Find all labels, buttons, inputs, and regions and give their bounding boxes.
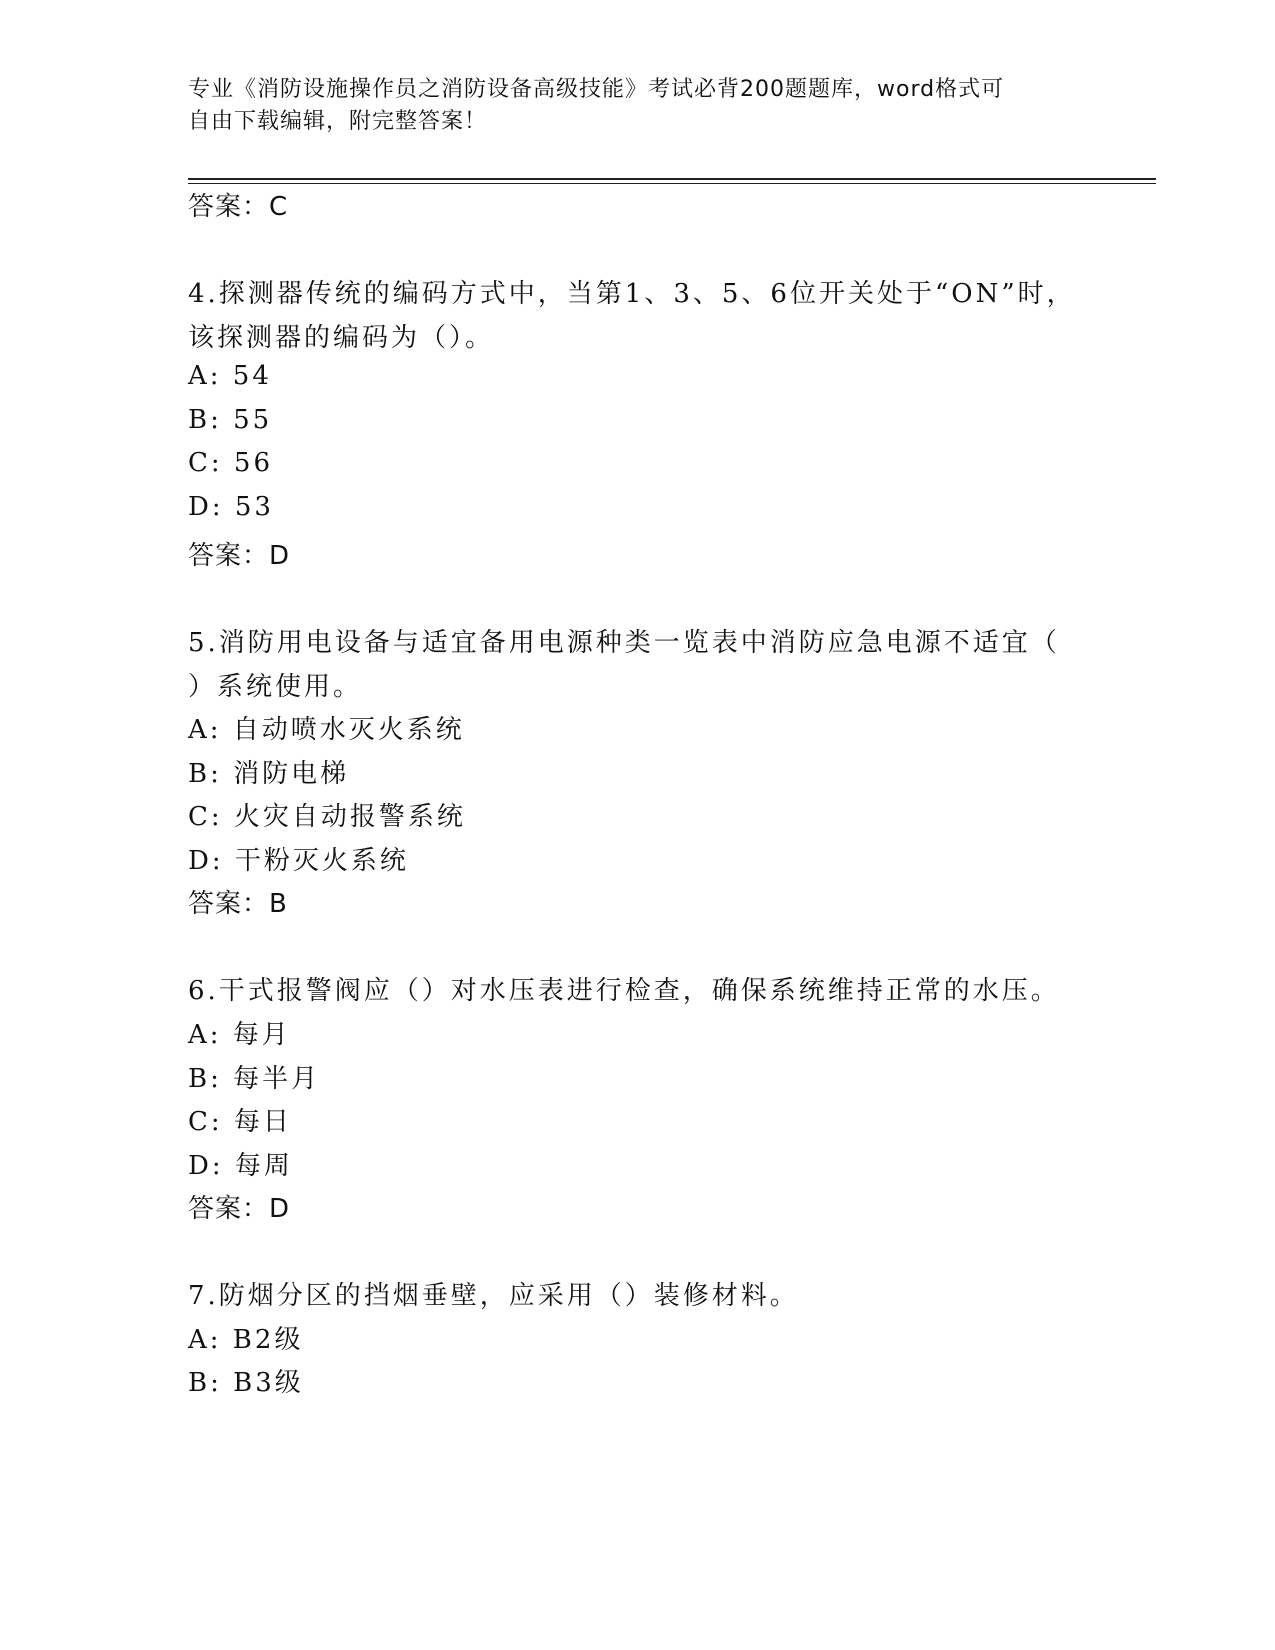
document-header [188, 74, 1088, 138]
question-6-option-b: B: 每半月 [188, 1064, 321, 1094]
question-5-option-a: A: 自动喷水灭火系统 [188, 715, 465, 745]
header-rule-thin [188, 183, 1156, 184]
question-5-option-c: C: 火灾自动报警系统 [188, 802, 466, 832]
question-5-option-b: B: 消防电梯 [188, 759, 350, 789]
header-line-1: 专业《消防设施操作员之消防设备高级技能》考试必背200题题库，word格式可 [188, 77, 1005, 102]
question-4-option-c: C: 56 [188, 448, 274, 478]
answer-previous: 答案：C [188, 192, 289, 222]
question-7-option-a: A: B2级 [188, 1325, 304, 1355]
question-6-option-d: D: 每周 [188, 1151, 293, 1181]
question-4-option-b: B: 55 [188, 405, 273, 435]
question-5-answer: 答案：B [188, 889, 288, 919]
header-rule-thick [188, 178, 1156, 180]
question-4-stem-line-2: 该探测器的编码为（）。 [188, 323, 495, 353]
question-4-stem-line-1: 4.探测器传统的编码方式中，当第1、3、5、6位开关处于“ON”时， [188, 279, 1076, 309]
question-7-option-b: B: B3级 [188, 1368, 304, 1398]
question-6-answer: 答案：D [188, 1194, 291, 1224]
question-4-option-a: A: 54 [188, 361, 272, 391]
question-5-option-d: D: 干粉灭火系统 [188, 846, 409, 876]
question-5-stem-line-2: ）系统使用。 [188, 672, 363, 702]
question-7-stem-line-1: 7.防烟分区的挡烟垂壁，应采用（）装修材料。 [188, 1281, 799, 1311]
question-6-option-c: C: 每日 [188, 1107, 292, 1137]
question-4-option-d: D: 53 [188, 492, 274, 522]
header-line-2: 自由下载编辑，附完整答案！ [188, 109, 488, 134]
question-5-stem-line-1: 5.消防用电设备与适宜备用电源种类一览表中消防应急电源不适宜（ [188, 628, 1060, 658]
question-4-answer: 答案：D [188, 541, 291, 571]
question-6-stem-line-1: 6.干式报警阀应（）对水压表进行检查，确保系统维持正常的水压。 [188, 976, 1060, 1006]
question-6-option-a: A: 每月 [188, 1020, 291, 1050]
